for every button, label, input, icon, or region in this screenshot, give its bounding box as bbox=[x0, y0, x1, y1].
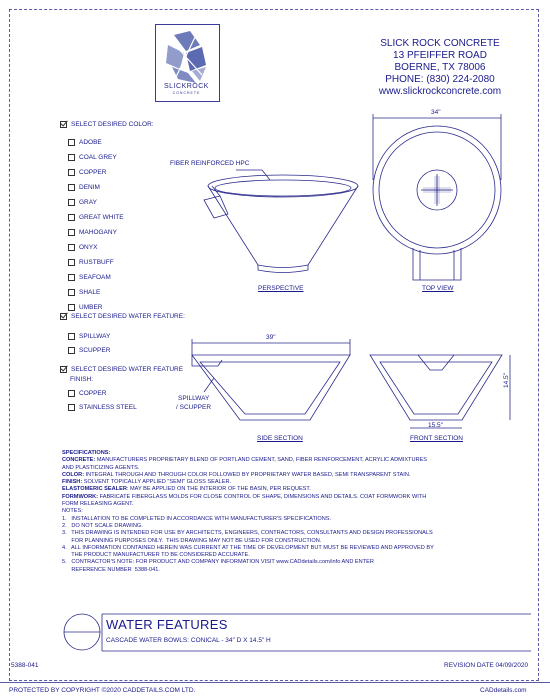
note-line: 2. DO NOT SCALE DRAWING. bbox=[62, 522, 143, 529]
perspective-drawing bbox=[204, 170, 358, 273]
side-dim-label: 39" bbox=[266, 334, 276, 341]
concrete-label: CONCRETE: bbox=[62, 457, 96, 464]
sealer-label: ELASTOMERIC SEALER bbox=[62, 486, 127, 493]
finish-section-label: SELECT DESIRED WATER FEATURE bbox=[71, 366, 184, 374]
logo-subtext: CONCRETE bbox=[172, 91, 201, 95]
note-line: 5. CONTRACTOR'S NOTE: FOR PRODUCT AND COMPANY INFORMATION VISIT www.CADdetails.com/info AND ENTER bbox=[62, 559, 374, 566]
front-dim-width: 15.5" bbox=[428, 422, 443, 429]
copyright-text: PROTECTED BY COPYRIGHT ©2020 CADDETAILS.COM LTD. bbox=[9, 687, 196, 694]
logo-text: SLICKROCK bbox=[164, 83, 209, 90]
top-view-caption: TOP VIEW bbox=[422, 285, 454, 292]
fiber-label: FIBER REINFORCED HPC bbox=[170, 160, 250, 167]
color-option-label: SHALE bbox=[79, 289, 101, 297]
company-address-1: 13 PFEIFFER ROAD bbox=[393, 50, 487, 61]
notes-heading: NOTES: bbox=[62, 508, 83, 515]
specifications-notes bbox=[62, 450, 492, 574]
note-line: REFERENCE NUMBER 5388-041. bbox=[62, 566, 160, 573]
color-option-label: UMBER bbox=[79, 304, 103, 312]
finish-label: FINISH: bbox=[62, 479, 83, 486]
color-option-label: ADOBE bbox=[79, 139, 102, 147]
title-block-subtitle: CASCADE WATER BOWLS: CONICAL - 34" D X 14.5" H bbox=[106, 637, 271, 644]
formwork-text-2: FORM RELEASING AGENT. bbox=[62, 501, 134, 508]
front-section-drawing bbox=[370, 355, 510, 428]
company-address-2: BOERNE, TX 78006 bbox=[394, 62, 486, 73]
spillway-label-1: SPILLWAY bbox=[178, 395, 210, 402]
revision-date: REVISION DATE 04/09/2020 bbox=[444, 662, 529, 669]
company-name: SLICK ROCK CONCRETE bbox=[380, 38, 500, 49]
note-line: 3. THIS DRAWING IS INTENDED FOR USE BY ARCHITECTS, ENGINEERS, CONTRACTORS, CONSULTANTS AND DESIGN PROFESSIONALS bbox=[62, 530, 433, 537]
formwork-label: FORMWORK: bbox=[62, 493, 99, 500]
color-option-label: GREAT WHITE bbox=[79, 214, 124, 222]
color-option-label: GRAY bbox=[79, 199, 97, 207]
color-label: COLOR: bbox=[62, 471, 85, 478]
note-line: 1. INSTALLATION TO BE COMPLETED IN ACCORDANCE WITH MANUFACTURER'S SPECIFICATIONS. bbox=[62, 515, 332, 522]
note-line: THE PRODUCT MANUFACTURER TO BE CONSIDERED ACCURATE. bbox=[62, 552, 250, 559]
company-phone: PHONE: (830) 224-2080 bbox=[385, 74, 495, 85]
front-dim-height: 14.5" bbox=[503, 373, 510, 388]
title-block-title: WATER FEATURES bbox=[106, 617, 228, 632]
option-finish-copper[interactable]: COPPER bbox=[68, 390, 106, 397]
color-option-label: RUSTBUFF bbox=[79, 259, 114, 267]
color-option-label: COAL GREY bbox=[79, 154, 117, 162]
perspective-caption: PERSPECTIVE bbox=[258, 285, 304, 292]
option-finish-stainless[interactable]: STAINLESS STEEL bbox=[68, 404, 137, 411]
color-option-label: ONYX bbox=[79, 244, 98, 252]
color-option-label: MAHOGANY bbox=[79, 229, 117, 237]
top-dim-label: 34" bbox=[431, 109, 441, 116]
color-option-label: DENIM bbox=[79, 184, 100, 192]
option-spillway[interactable]: SPILLWAY bbox=[68, 333, 110, 340]
color-section-label: SELECT DESIRED COLOR: bbox=[71, 121, 154, 129]
note-line: FOR PLANNING PURPOSES ONLY. THIS DRAWING MAY NOT BE USED FOR CONSTRUCTION. bbox=[62, 537, 322, 544]
note-line: 4. ALL INFORMATION CONTAINED HEREIN WAS CURRENT AT THE TIME OF DEVELOPMENT BUT MUST BE REVIEWED AND APPROVED BY bbox=[62, 544, 434, 551]
company-website[interactable]: www.slickrockconcrete.com bbox=[378, 86, 502, 97]
color-option-label: COPPER bbox=[79, 169, 107, 177]
water-feature-label: SELECT DESIRED WATER FEATURE: bbox=[71, 313, 185, 321]
spillway-label-2: / SCUPPER bbox=[176, 404, 212, 411]
finish-section-subtitle: FINISH: bbox=[70, 376, 94, 383]
notes-list bbox=[62, 516, 492, 574]
specs-heading: SPECIFICATIONS: bbox=[62, 450, 111, 456]
sealer-text: : MAY BE APPLIED ON THE INTERIOR OF THE BASIN, PER REQUEST. bbox=[126, 486, 311, 493]
finish-text: SOLVENT TOPICALLY APPLIED "SEMI" GLOSS SEALER. bbox=[82, 479, 232, 486]
concrete-text: MANUFACTURERS PROPRIETARY BLEND OF PORTLAND CEMENT, SAND, FIBER REINFORCEMENT, ACRYLIC ADMIXTURES bbox=[95, 457, 428, 464]
reference-number: 5388-041 bbox=[11, 662, 39, 669]
option-scupper[interactable]: SCUPPER bbox=[68, 347, 110, 354]
side-section-caption: SIDE SECTION bbox=[257, 435, 303, 442]
footer-site[interactable]: CADdetails.com bbox=[480, 687, 527, 694]
footer-divider bbox=[0, 682, 550, 683]
side-section-drawing bbox=[192, 339, 350, 420]
color-text: INTEGRAL THROUGH AND THROUGH COLOR FOLLOWED BY PROPRIETARY WATER BASED, SEMI TRANSPARENT STAIN. bbox=[84, 471, 411, 478]
formwork-text: FABRICATE FIBERGLASS MOLDS FOR CLOSE CONTROL OF SHAPE, DIMENSIONS AND DETAILS. COAT FORMWORK WITH bbox=[98, 493, 427, 500]
front-section-caption: FRONT SECTION bbox=[410, 435, 463, 442]
color-option-label: SEAFOAM bbox=[79, 274, 111, 282]
concrete-text-2: AND PLASTICIZING AGENTS. bbox=[62, 464, 140, 471]
